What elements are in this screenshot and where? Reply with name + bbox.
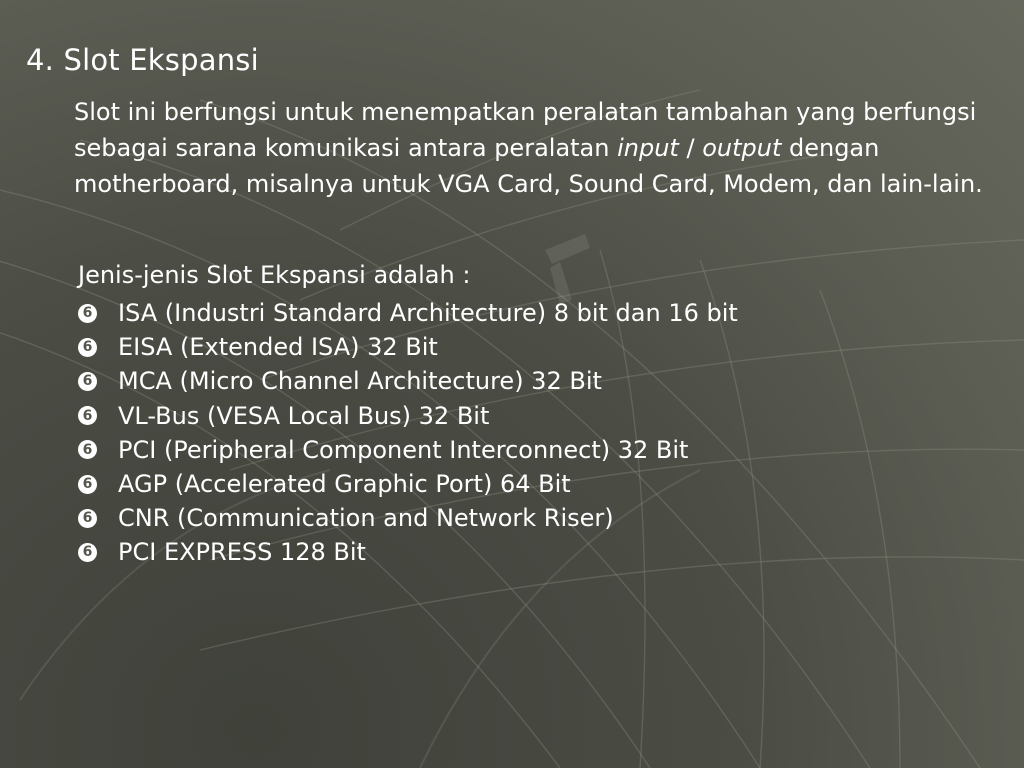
numbered-bullet-icon: 6 bbox=[78, 543, 97, 562]
list-item bbox=[78, 433, 738, 467]
list-item bbox=[78, 364, 738, 398]
numbered-bullet-icon: 6 bbox=[78, 509, 97, 528]
list-item-label: AGP (Accelerated Graphic Port) 64 Bit bbox=[118, 470, 571, 499]
list-item-label: VL-Bus (VESA Local Bus) 32 Bit bbox=[118, 401, 490, 430]
slot-type-list bbox=[78, 296, 738, 570]
list-item-label: PCI EXPRESS 128 Bit bbox=[118, 538, 366, 567]
list-intro: Jenis-jenis Slot Ekspansi adalah : bbox=[78, 261, 471, 289]
numbered-bullet-icon: 6 bbox=[78, 475, 97, 494]
list-item-label: EISA (Extended ISA) 32 Bit bbox=[118, 333, 438, 362]
list-item-label: ISA (Industri Standard Architecture) 8 bit dan 16 bit bbox=[118, 299, 738, 328]
numbered-bullet-icon: 6 bbox=[78, 304, 97, 323]
list-item bbox=[78, 501, 738, 535]
list-item-label: CNR (Communication and Network Riser) bbox=[118, 504, 614, 533]
paragraph-text-2: / bbox=[678, 134, 703, 162]
numbered-bullet-icon: 6 bbox=[78, 372, 97, 391]
list-item bbox=[78, 296, 738, 330]
paragraph-italic-input: input bbox=[617, 134, 679, 162]
numbered-bullet-icon: 6 bbox=[78, 338, 97, 357]
numbered-bullet-icon: 6 bbox=[78, 440, 97, 459]
paragraph-italic-output: output bbox=[702, 134, 782, 162]
list-item bbox=[78, 467, 738, 501]
paragraph-text-1: Slot ini berfungsi untuk menempatkan peralatan tambahan yang berfungsi sebagai sarana komunikasi antara peralatan bbox=[74, 98, 977, 162]
numbered-bullet-icon: 6 bbox=[78, 406, 97, 425]
list-item bbox=[78, 399, 738, 433]
paragraph-text-3: dengan motherboard, misalnya untuk VGA Card, Sound Card, Modem, dan lain-lain. bbox=[74, 134, 983, 198]
list-item-label: MCA (Micro Channel Architecture) 32 Bit bbox=[118, 367, 602, 396]
list-item bbox=[78, 330, 738, 364]
slide-title: 4. Slot Ekspansi bbox=[26, 43, 259, 77]
list-item bbox=[78, 535, 738, 569]
list-item-label: PCI (Peripheral Component Interconnect) 32 Bit bbox=[118, 435, 689, 464]
description-paragraph bbox=[74, 94, 1009, 202]
